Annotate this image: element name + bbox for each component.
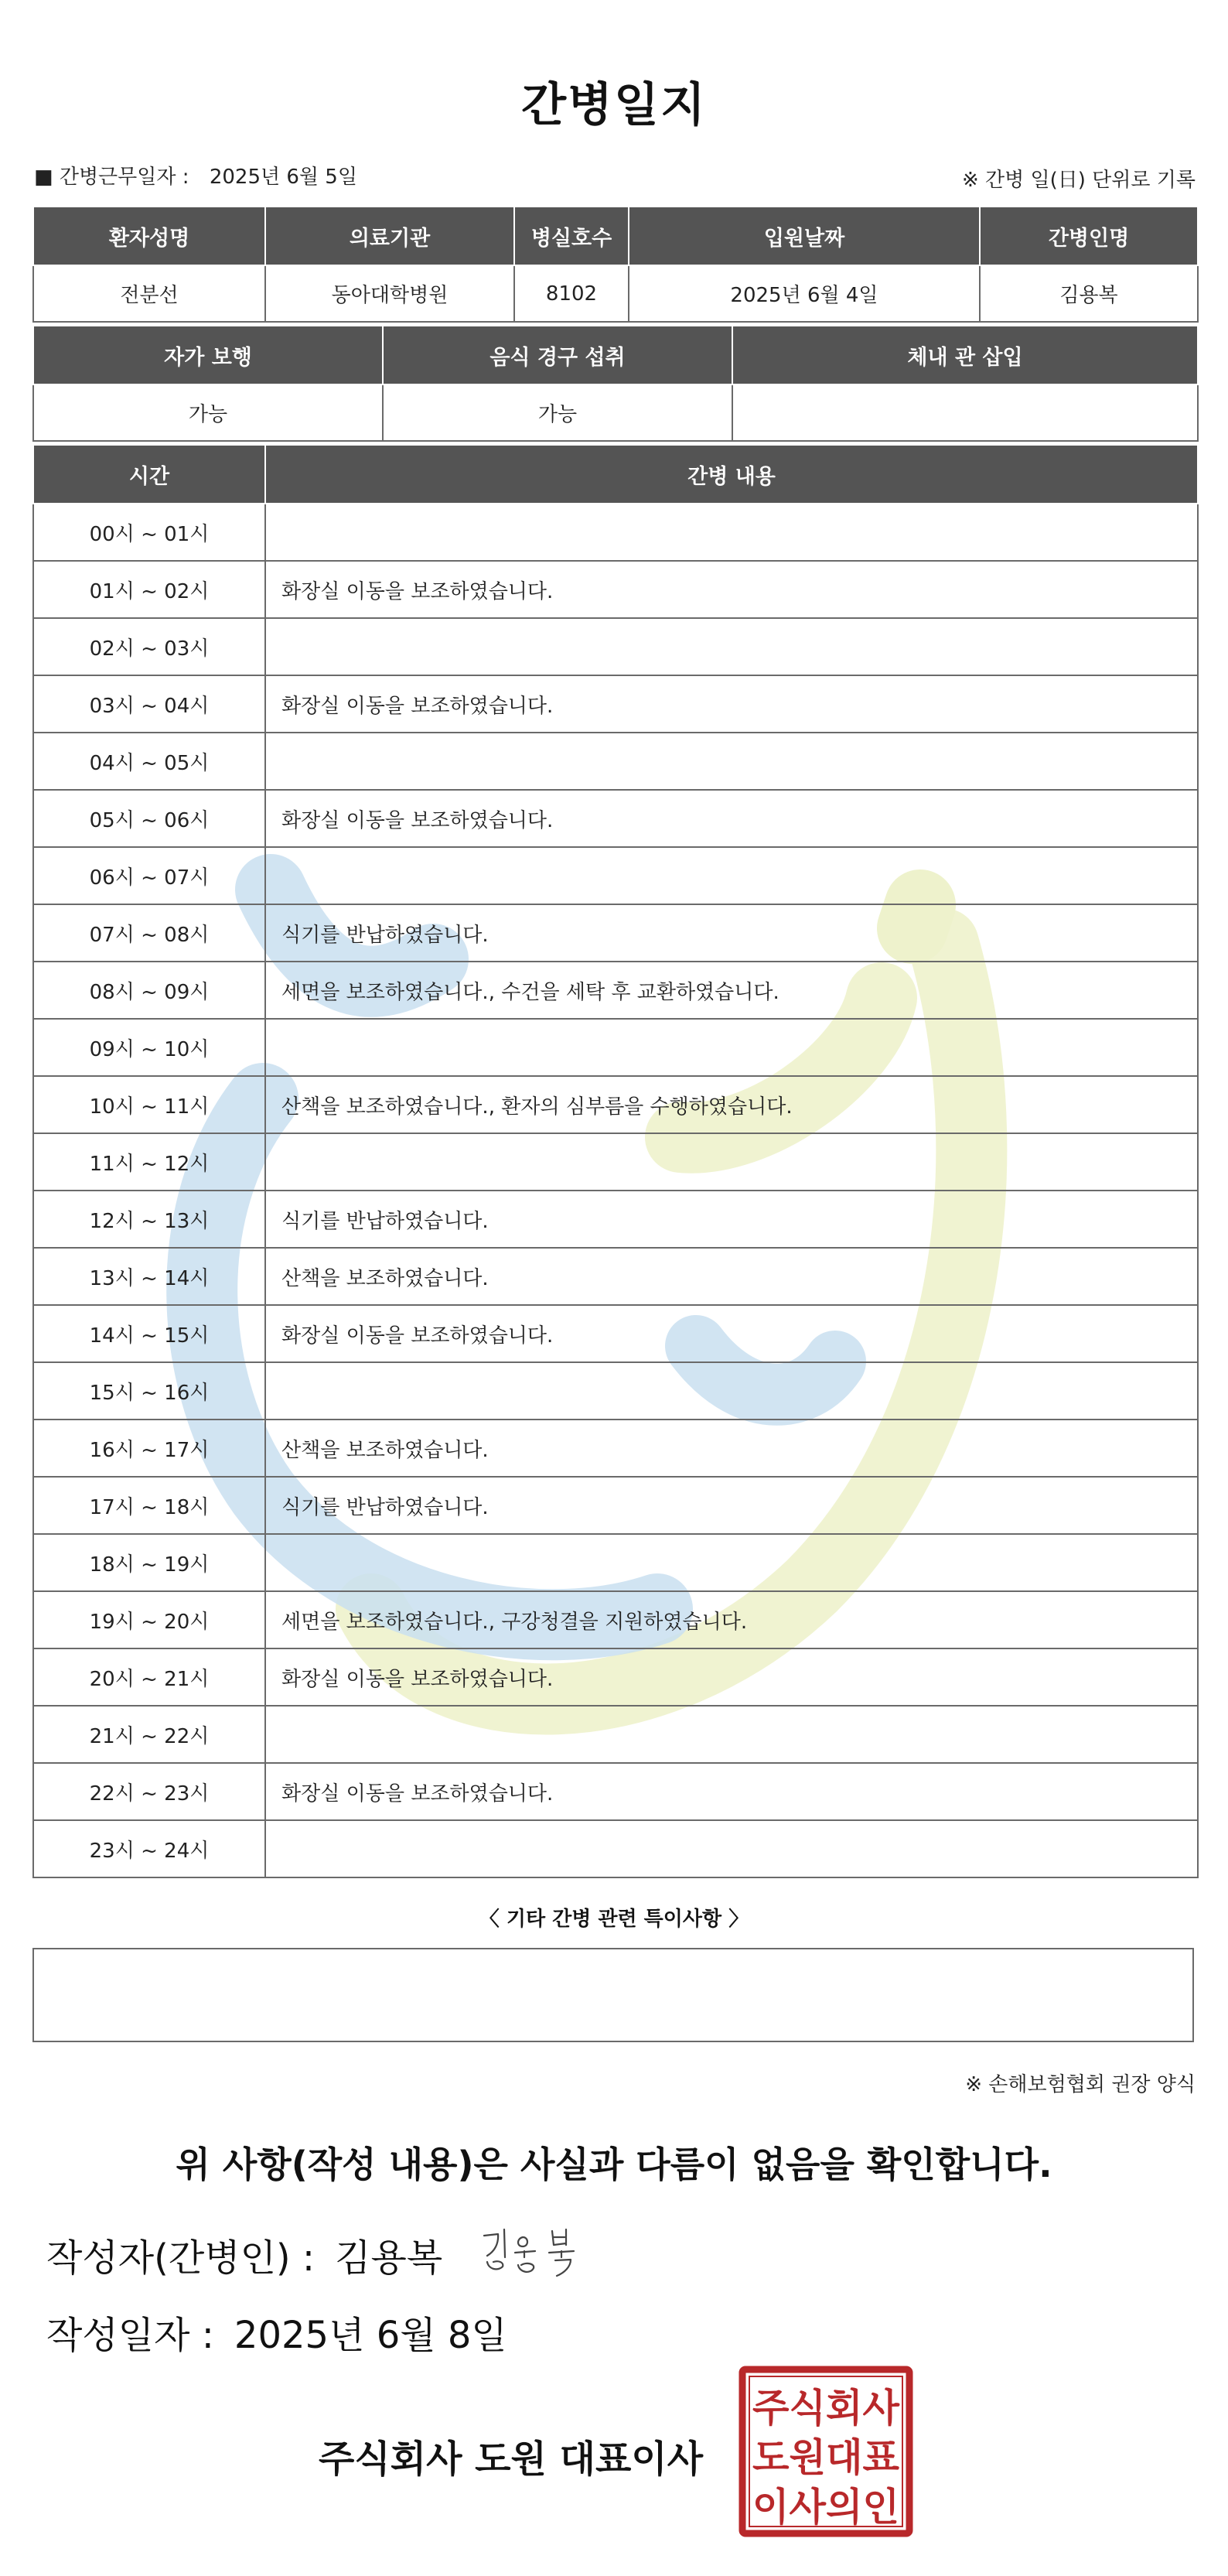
header-care-content: 간병 내용 [265, 446, 1198, 504]
table-row [33, 1420, 1198, 1477]
header-admit-date: 입원날짜 [629, 207, 980, 265]
patient-name: 전분선 [33, 265, 265, 322]
time-cell: 18시 ~ 19시 [33, 1534, 265, 1591]
caregiver-name: 김용복 [980, 265, 1198, 322]
patient-info-table [32, 207, 1199, 323]
writer-line [46, 2228, 442, 2281]
table-row [33, 1191, 1198, 1248]
content-cell [265, 618, 1198, 675]
content-cell: 세면을 보조하였습니다., 수건을 세탁 후 교환하였습니다. [265, 962, 1198, 1019]
time-cell: 08시 ~ 09시 [33, 962, 265, 1019]
table-row [33, 847, 1198, 904]
header-room: 병실호수 [514, 207, 629, 265]
table-row [33, 1133, 1198, 1191]
content-cell [265, 1820, 1198, 1877]
table-row [33, 1820, 1198, 1877]
content-cell [265, 504, 1198, 561]
content-cell [265, 733, 1198, 790]
table-row [33, 504, 1198, 561]
time-cell: 16시 ~ 17시 [33, 1420, 265, 1477]
writer-label: 작성자(간병인) : [46, 2236, 316, 2280]
patient-status-table [32, 326, 1199, 442]
walking-value: 가능 [33, 384, 383, 441]
table-row [33, 962, 1198, 1019]
time-cell: 10시 ~ 11시 [33, 1076, 265, 1133]
content-cell [265, 1706, 1198, 1763]
content-cell: 화장실 이동을 보조하였습니다. [265, 1648, 1198, 1706]
content-cell [265, 847, 1198, 904]
content-cell: 화장실 이동을 보조하였습니다. [265, 1763, 1198, 1820]
table-row [33, 1591, 1198, 1648]
svg-text:도원대표: 도원대표 [752, 2435, 900, 2480]
table-row [33, 1534, 1198, 1591]
time-cell: 15시 ~ 16시 [33, 1362, 265, 1420]
time-cell: 00시 ~ 01시 [33, 504, 265, 561]
special-notes-box [32, 1948, 1194, 2042]
time-cell: 13시 ~ 14시 [33, 1248, 265, 1305]
work-date-value: 2025년 6월 5일 [209, 166, 357, 189]
confirmation-statement: 위 사항(작성 내용)은 사실과 다름이 없음을 확인합니다. [176, 2144, 1052, 2185]
content-cell: 화장실 이동을 보조하였습니다. [265, 561, 1198, 618]
table-row [33, 561, 1198, 618]
company-name: 주식회사 도원 대표이사 [319, 2438, 704, 2481]
svg-text:주식회사: 주식회사 [752, 2386, 900, 2431]
unit-note: ※ 간병 일(日) 단위로 기록 [961, 169, 1196, 192]
table-row [33, 1706, 1198, 1763]
content-cell [265, 1019, 1198, 1076]
content-cell: 화장실 이동을 보조하였습니다. [265, 790, 1198, 847]
time-cell: 21시 ~ 22시 [33, 1706, 265, 1763]
time-cell: 19시 ~ 20시 [33, 1591, 265, 1648]
content-cell: 식기를 반납하였습니다. [265, 1477, 1198, 1534]
time-cell: 04시 ~ 05시 [33, 733, 265, 790]
content-cell: 산책을 보조하였습니다. [265, 1420, 1198, 1477]
table-row [33, 1019, 1198, 1076]
page-title: 간병일지 [521, 78, 707, 132]
table-row [33, 904, 1198, 962]
header-hospital: 의료기관 [265, 207, 514, 265]
time-cell: 23시 ~ 24시 [33, 1820, 265, 1877]
header-time: 시간 [33, 446, 265, 504]
admit-date: 2025년 6월 4일 [629, 265, 980, 322]
content-cell: 산책을 보조하였습니다., 환자의 심부름을 수행하였습니다. [265, 1076, 1198, 1133]
content-cell: 산책을 보조하였습니다. [265, 1248, 1198, 1305]
time-cell: 02시 ~ 03시 [33, 618, 265, 675]
company-seal [739, 2366, 913, 2537]
svg-text:이사의인: 이사의인 [752, 2485, 899, 2530]
table-row [33, 790, 1198, 847]
table-row [33, 1305, 1198, 1362]
table-row [33, 1477, 1198, 1534]
handwritten-signature [478, 2222, 594, 2284]
time-cell: 20시 ~ 21시 [33, 1648, 265, 1706]
time-cell: 17시 ~ 18시 [33, 1477, 265, 1534]
time-cell: 05시 ~ 06시 [33, 790, 265, 847]
write-date-line [46, 2305, 507, 2359]
form-note: ※ 손해보험협회 권장 양식 [965, 2073, 1196, 2096]
content-cell [265, 1362, 1198, 1420]
time-cell: 14시 ~ 15시 [33, 1305, 265, 1362]
table-row [33, 733, 1198, 790]
work-date-line [34, 161, 357, 190]
table-row [33, 1248, 1198, 1305]
table-row [33, 1763, 1198, 1820]
time-cell: 07시 ~ 08시 [33, 904, 265, 962]
content-cell: 식기를 반납하였습니다. [265, 1191, 1198, 1248]
time-cell: 09시 ~ 10시 [33, 1019, 265, 1076]
write-date-value: 2025년 6월 8일 [234, 2314, 507, 2357]
time-cell: 22시 ~ 23시 [33, 1763, 265, 1820]
content-cell [265, 1534, 1198, 1591]
table-row [33, 1648, 1198, 1706]
content-cell: 식기를 반납하였습니다. [265, 904, 1198, 962]
writer-name: 김용복 [335, 2236, 443, 2280]
work-date-label: ■ 간병근무일자 : [34, 166, 189, 189]
header-walking: 자가 보행 [33, 326, 383, 384]
time-cell: 03시 ~ 04시 [33, 675, 265, 733]
header-caregiver: 간병인명 [980, 207, 1198, 265]
care-log-table [32, 446, 1199, 1878]
table-row [33, 675, 1198, 733]
header-patient-name: 환자성명 [33, 207, 265, 265]
table-row [33, 618, 1198, 675]
room-number: 8102 [514, 265, 629, 322]
content-cell: 화장실 이동을 보조하였습니다. [265, 675, 1198, 733]
content-cell: 세면을 보조하였습니다., 구강청결을 지원하였습니다. [265, 1591, 1198, 1648]
content-cell [265, 1133, 1198, 1191]
time-cell: 12시 ~ 13시 [33, 1191, 265, 1248]
time-cell: 11시 ~ 12시 [33, 1133, 265, 1191]
special-notes-title: 〈 기타 간병 관련 특이사항 〉 [479, 1908, 749, 1931]
tube-value [732, 384, 1198, 441]
write-date-label: 작성일자 : [46, 2314, 214, 2357]
oral-intake-value: 가능 [383, 384, 732, 441]
table-row [33, 1076, 1198, 1133]
table-row [33, 1362, 1198, 1420]
content-cell: 화장실 이동을 보조하였습니다. [265, 1305, 1198, 1362]
time-cell: 06시 ~ 07시 [33, 847, 265, 904]
header-oral-intake: 음식 경구 섭취 [383, 326, 732, 384]
hospital-name: 동아대학병원 [265, 265, 514, 322]
header-tube: 체내 관 삽입 [732, 326, 1198, 384]
time-cell: 01시 ~ 02시 [33, 561, 265, 618]
